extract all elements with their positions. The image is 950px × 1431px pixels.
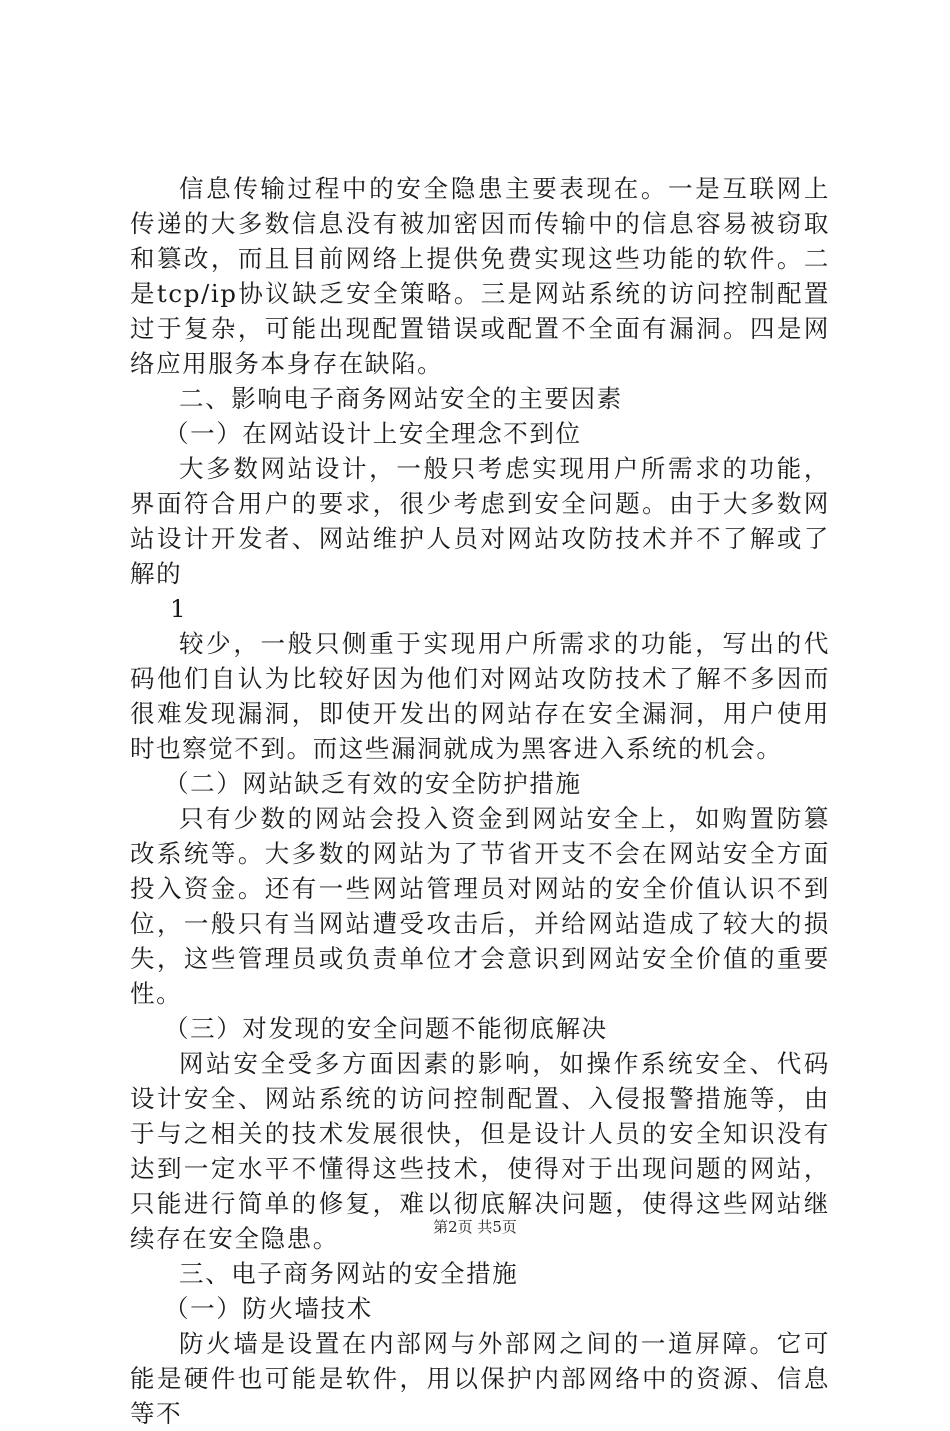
inline-page-number: 1 bbox=[170, 594, 188, 623]
para-design-2: 较少，一般只侧重于实现用户所需求的功能，写出的代码他们自认为比较好因为他们对网站攻防技术了解不多因而很难发现漏洞，即使开发出的网站存在安全漏洞，用户使用时也察觉不到。而这些漏洞就成为黑客进入系统的机会。 bbox=[130, 629, 830, 763]
para-protection: 只有少数的网站会投入资金到网站安全上，如购置防篡改系统等。大多数的网站为了节省开支不会在网站安全方面投入资金。还有一些网站管理员对网站的安全价值认识不到位，一般只有当网站遭受攻击后，并给网站造成了较大的损失，这些管理员或负责单位才会意识到网站安全价值的重要性。 bbox=[130, 804, 830, 1008]
page-number-label: 第2页 共5页 bbox=[433, 1218, 517, 1236]
para-firewall: 防火墙是设置在内部网与外部网之间的一道屏障。它可能是硬件也可能是软件，用以保护内部网络中的资源、信息等不 bbox=[130, 1329, 830, 1428]
heading-section-3: 三、电子商务网站的安全措施 bbox=[179, 1259, 519, 1288]
para-transmission-risks: 信息传输过程中的安全隐患主要表现在。一是互联网上传递的大多数信息没有被加密因而传输中的信息容易被窃取和篡改，而且目前网络上提供免费实现这些功能的软件。二是tcp/ip协议缺乏安全策略。三是网站系统的访问控制配置过于复杂，可能出现配置错误或配置不全面有漏洞。四是网络应用服务本身存在缺陷。 bbox=[130, 174, 830, 378]
subheading-2-1: （一）在网站设计上安全理念不到位 bbox=[164, 419, 582, 448]
para-unresolved: 网站安全受多方面因素的影响，如操作系统安全、代码设计安全、网站系统的访问控制配置、入侵报警措施等，由于与之相关的技术发展很快，但是设计人员的安全知识没有达到一定水平不懂得这些技术，使得对于出现问题的网站，只能进行简单的修复，难以彻底解决问题，使得这些网站继续存在安全隐患。 bbox=[130, 1049, 830, 1253]
heading-section-2: 二、影响电子商务网站安全的主要因素 bbox=[179, 384, 623, 413]
document-body bbox=[130, 171, 830, 1431]
page-footer bbox=[0, 1216, 950, 1237]
subheading-3-1: （一）防火墙技术 bbox=[164, 1294, 373, 1323]
subheading-2-2: （二）网站缺乏有效的安全防护措施 bbox=[164, 769, 582, 798]
para-design-1: 大多数网站设计，一般只考虑实现用户所需求的功能，界面符合用户的要求，很少考虑到安全问题。由于大多数网站设计开发者、网站维护人员对网站攻防技术并不了解或了解的 bbox=[130, 454, 830, 588]
subheading-2-3: （三）对发现的安全问题不能彻底解决 bbox=[164, 1014, 608, 1043]
